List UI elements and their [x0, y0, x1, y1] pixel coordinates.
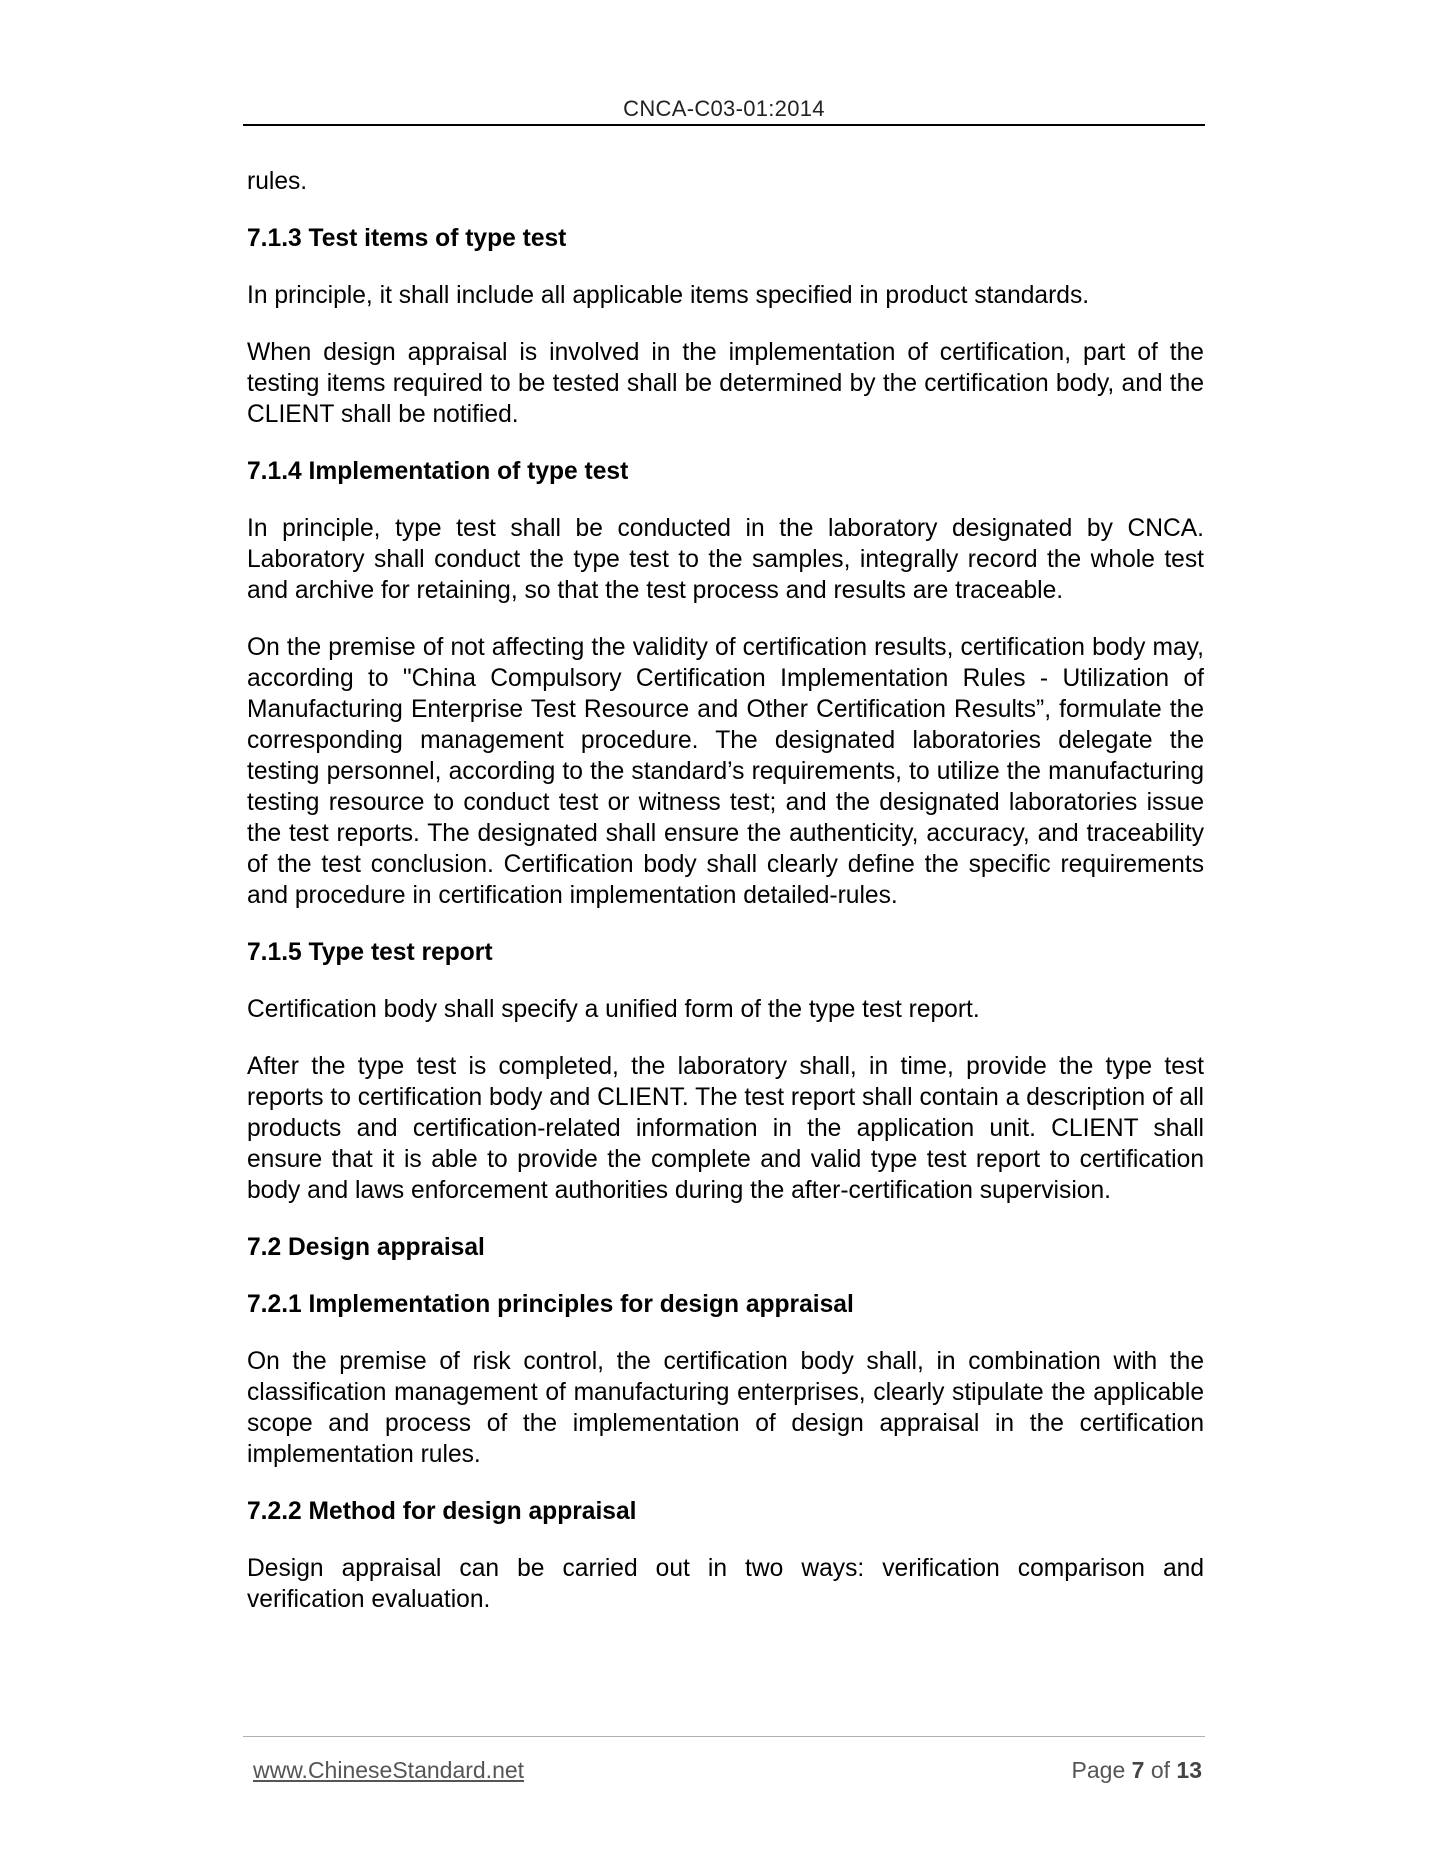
page-current: 7: [1131, 1757, 1145, 1783]
heading-7-1-5: 7.1.5 Type test report: [247, 939, 493, 966]
paragraph-7-1-4-b: On the premise of not affecting the validity of certification results, certification body may, according to "China Compulsory Certification Implementation Rules - Utilization of Manufacturing Enterprise Test Resource and Other Certification Results”, formulate the corresponding management procedure. The designated laboratories delegate the testing personnel, according to the standard’s requirements, to utilize the manufacturing testing resource to conduct test or witness test; and the designated laboratories issue the test reports. The designated shall ensure the authenticity, accuracy, and traceability of the test conclusion. Certification body shall clearly define the specific requirements and procedure in certification implementation detailed-rules.: [247, 634, 1204, 909]
heading-7-2: 7.2 Design appraisal: [247, 1234, 485, 1261]
paragraph-7-1-5-a: Certification body shall specify a unified form of the type test report.: [247, 996, 980, 1023]
page-word: Page: [1071, 1757, 1126, 1783]
body-content: [247, 166, 1204, 1641]
paragraph-7-1-3-b: When design appraisal is involved in the implementation of certification, part of the testing items required to be tested shall be determined by the certification body, and the CLIENT shall be notified.: [247, 339, 1204, 428]
paragraph-7-1-4-a: In principle, type test shall be conducted in the laboratory designated by CNCA. Laboratory shall conduct the type test to the samples, integrally record the whole test and archive for retaining, so that the test process and results are traceable.: [247, 515, 1204, 604]
page-of: of: [1150, 1757, 1171, 1783]
footer-page-number: [1072, 1757, 1202, 1784]
header-doc-id: CNCA-C03-01:2014: [623, 96, 825, 121]
heading-7-2-2: 7.2.2 Method for design appraisal: [247, 1498, 637, 1525]
footer-website-link[interactable]: www.ChineseStandard.net: [253, 1757, 525, 1783]
page-total: 13: [1176, 1757, 1202, 1783]
heading-7-1-3: 7.1.3 Test items of type test: [247, 225, 567, 252]
header-rule: [243, 124, 1205, 126]
heading-7-1-4: 7.1.4 Implementation of type test: [247, 458, 629, 485]
paragraph-7-1-3-a: In principle, it shall include all applicable items specified in product standards.: [247, 282, 1090, 309]
footer-rule: [243, 1736, 1205, 1737]
paragraph-7-2-1-a: On the premise of risk control, the certification body shall, in combination with the classification management of manufacturing enterprises, clearly stipulate the applicable scope and process of the implementation of design appraisal in the certification implementation rules.: [247, 1348, 1204, 1468]
heading-7-2-1: 7.2.1 Implementation principles for design appraisal: [247, 1291, 854, 1318]
paragraph-7-1-5-b: After the type test is completed, the laboratory shall, in time, provide the type test reports to certification body and CLIENT. The test report shall contain a description of all products and certification-related information in the application unit. CLIENT shall ensure that it is able to provide the complete and valid type test report to certification body and laws enforcement authorities during the after-certification supervision.: [247, 1053, 1204, 1204]
paragraph-rules: rules.: [247, 168, 308, 195]
paragraph-7-2-2-a: Design appraisal can be carried out in two ways: verification comparison and verification evaluation.: [247, 1555, 1204, 1613]
